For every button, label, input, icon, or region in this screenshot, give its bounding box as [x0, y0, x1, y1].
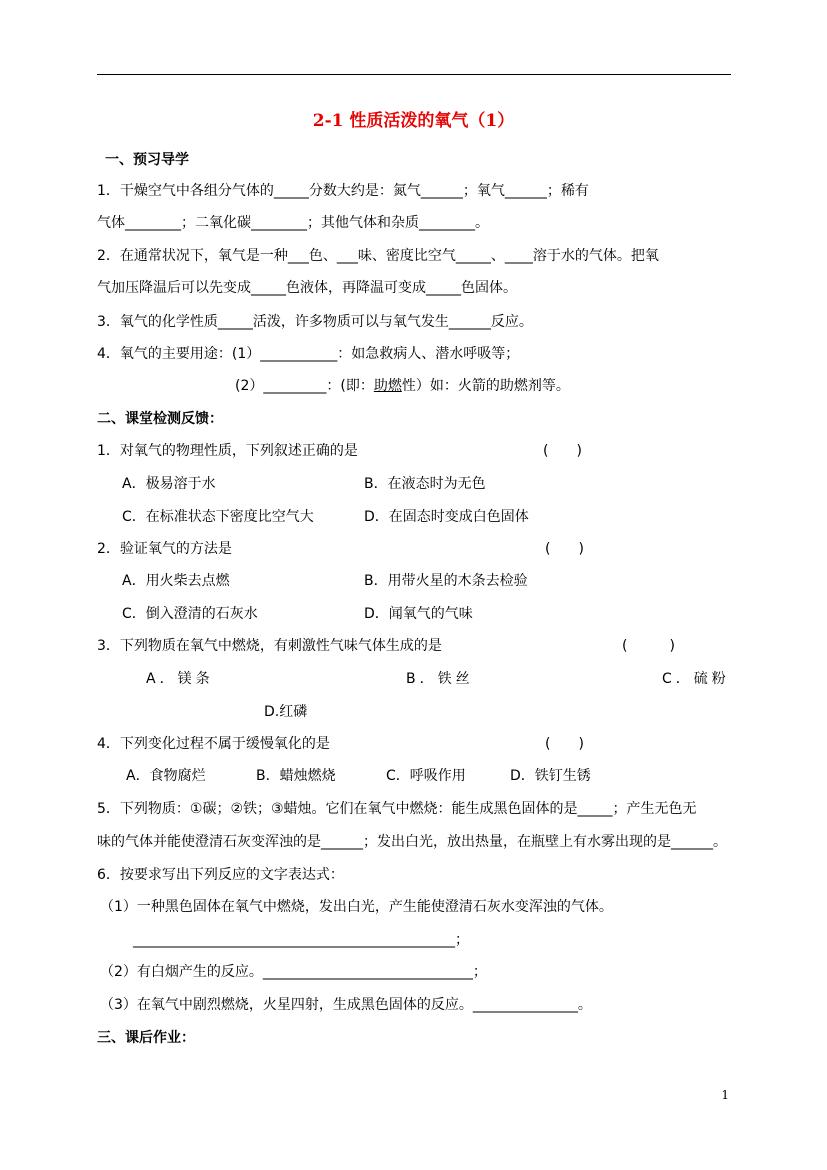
preview-q2-line2: 气加压降温后可以先变成_____色液体，再降温可变成_____色固体。 — [97, 280, 517, 296]
section-preview-heading: 一、预习导学 — [105, 152, 189, 168]
q4-option-d: D．铁钉生锈 — [510, 768, 591, 784]
q3-stem: 3．下列物质在氧气中燃烧，有刺激性气味气体生成的是 — [97, 638, 442, 654]
section-homework-heading: 三、课后作业： — [97, 1030, 195, 1046]
page-number: 1 — [721, 1088, 729, 1102]
q4-option-b: B．蜡烛燃烧 — [256, 768, 336, 784]
q4-stem: 4．下列变化过程不属于缓慢氧化的是 — [97, 736, 330, 752]
preview-q1-line2: 气体________；二氧化碳________；其他气体和杂质________。 — [97, 215, 489, 231]
preview-q4-underlined: 助燃 — [373, 378, 402, 394]
q2-option-a: A．用火柴去点燃 — [122, 573, 230, 589]
q4-option-a: A．食物腐烂 — [126, 768, 206, 784]
preview-q4-line2-pre: (2）_________：(即： — [235, 378, 374, 394]
q1-option-d: D．在固态时变成白色固体 — [364, 509, 529, 525]
header-rule — [97, 74, 731, 75]
preview-q3: 3．氧气的化学性质_____活泼，许多物质可以与氧气发生______反应。 — [97, 314, 533, 330]
q3-option-c: C．硫粉 — [662, 671, 730, 687]
q4-option-c: C．呼吸作用 — [386, 768, 466, 784]
preview-q4-line2-post: 性）如：火箭的助燃剂等。 — [401, 378, 570, 394]
q5-line2: 味的气体并能使澄清石灰变浑浊的是______；发出白光，放出热量，在瓶壁上有水雾出现的是______。 — [97, 834, 727, 850]
q2-stem: 2．验证氧气的方法是 — [97, 541, 232, 557]
q6-item-1-blank: ______________________________________________； — [133, 932, 469, 948]
q3-option-a: A．镁条 — [146, 671, 214, 687]
q1-answer-paren: ( ) — [543, 443, 582, 459]
q1-stem: 1．对氧气的物理性质，下列叙述正确的是 — [97, 443, 358, 459]
q3-answer-paren: ( ) — [622, 638, 675, 654]
q6-item-3: （3）在氧气中剧烈燃烧，火星四射，生成黑色固体的反应。_______________。 — [100, 997, 592, 1013]
preview-q4-line1: 4．氧气的主要用途：(1）___________：如急救病人、潜水呼吸等； — [97, 346, 520, 362]
q5-line1: 5．下列物质：①碳；②铁；③蜡烛。它们在氧气中燃烧：能生成黑色固体的是_____；产生无色无 — [97, 801, 697, 817]
preview-q1-line1: 1．干燥空气中各组分气体的_____分数大约是：氮气______；氧气______；稀有 — [97, 183, 589, 199]
q2-option-b: B．用带火星的木条去检验 — [364, 573, 528, 589]
q6-item-1: （1）一种黑色固体在氧气中燃烧，发出白光，产生能使澄清石灰水变浑浊的气体。 — [100, 899, 613, 915]
q6-stem: 6．按要求写出下列反应的文字表达式： — [97, 867, 344, 883]
q1-option-a: A．极易溶于水 — [122, 476, 216, 492]
q2-option-d: D．闻氧气的气味 — [364, 606, 473, 622]
q6-item-2: （2）有白烟产生的反应。______________________________； — [100, 964, 487, 980]
q1-option-c: C．在标准状态下密度比空气大 — [122, 509, 314, 525]
q1-option-b: B．在液态时为无色 — [364, 476, 486, 492]
q3-option-b: B．铁丝 — [406, 671, 474, 687]
preview-q4-line2 — [235, 376, 570, 396]
q2-option-c: C．倒入澄清的石灰水 — [122, 606, 258, 622]
page-title: 2-1 性质活泼的氧气（1） — [312, 111, 515, 131]
section-feedback-heading: 二、课堂检测反馈： — [97, 411, 223, 427]
q4-answer-paren: ( ) — [545, 736, 584, 752]
q2-answer-paren: ( ) — [545, 541, 584, 557]
preview-q2-line1: 2．在通常状况下，氧气是一种___色、___味、密度比空气_____、____溶于水的气体。把氧 — [97, 248, 659, 264]
q3-option-d: D.红磷 — [264, 704, 308, 720]
